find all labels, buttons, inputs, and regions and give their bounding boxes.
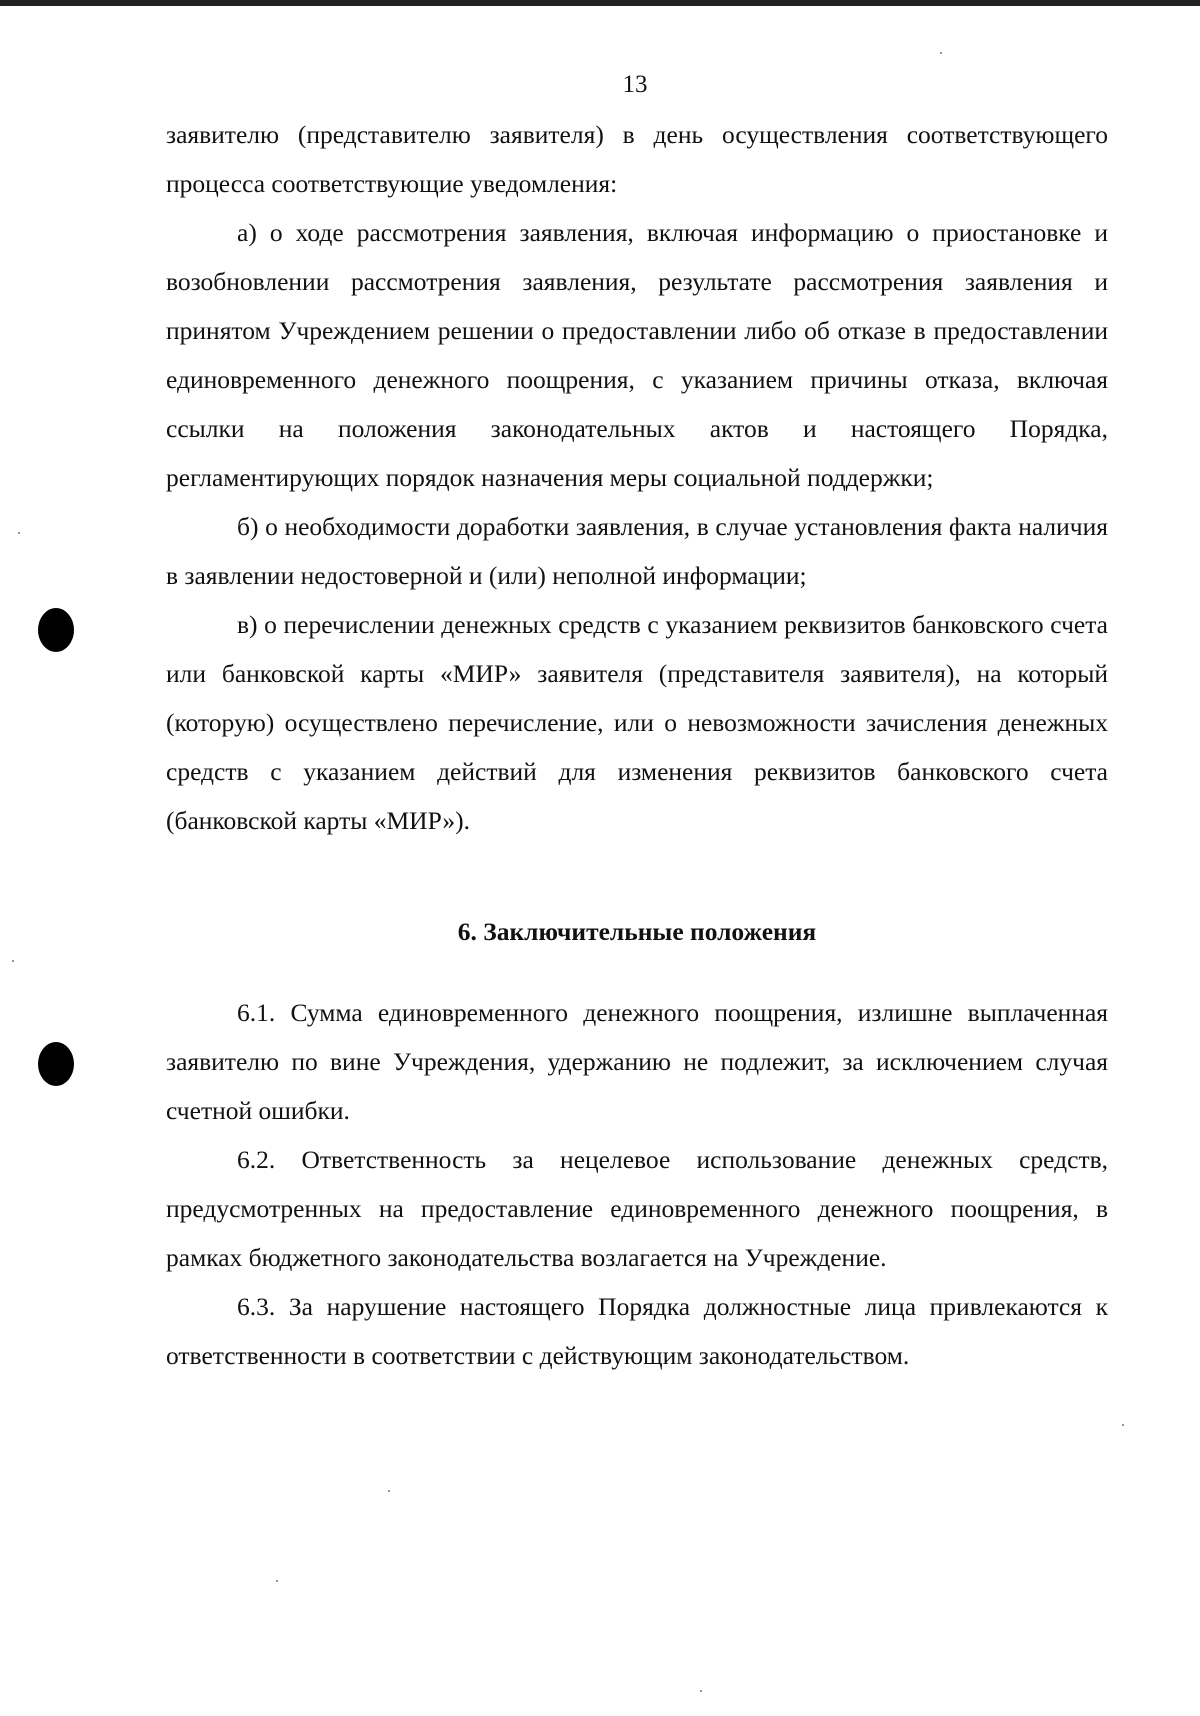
body-paragraph: б) о необходимости доработки заявления, в случае установления факта наличия в заявлении недостоверной и (или) неполной информации; bbox=[166, 512, 1108, 590]
scan-top-edge bbox=[0, 0, 1200, 6]
scan-speck bbox=[18, 532, 20, 534]
scan-speck bbox=[700, 1690, 702, 1692]
body-paragraph: 6.2. Ответственность за нецелевое использование денежных средств, предусмотренных на предоставление единовременного денежного поощрения, в рамках бюджетного законодательства возлагается на Учреждение. bbox=[166, 1145, 1108, 1272]
scan-speck bbox=[940, 52, 942, 54]
scan-speck bbox=[276, 1580, 278, 1582]
section-heading: 6. Заключительные положения bbox=[457, 917, 817, 946]
body-paragraph: заявителю (представителю заявителя) в день осуществления соответствующего процесса соответствующие уведомления: bbox=[166, 120, 1108, 198]
document-body bbox=[166, 110, 1108, 1380]
scan-speck bbox=[1122, 1424, 1124, 1426]
punch-hole-mark bbox=[38, 608, 74, 652]
scan-speck bbox=[388, 1490, 390, 1492]
scan-speck bbox=[12, 960, 14, 962]
page-number: 13 bbox=[622, 71, 648, 98]
body-paragraph: 6.3. За нарушение настоящего Порядка должностные лица привлекаются к ответственности в соответствии с действующим законодательством. bbox=[166, 1292, 1108, 1370]
punch-hole-mark bbox=[38, 1042, 74, 1086]
body-paragraph: 6.1. Сумма единовременного денежного поощрения, излишне выплаченная заявителю по вине Учреждения, удержанию не подлежит, за исключением случая счетной ошибки. bbox=[166, 998, 1108, 1125]
body-paragraph: в) о перечислении денежных средств с указанием реквизитов банковского счета или банковской карты «МИР» заявителя (представителя заявителя), на который (которую) осуществлено перечисление, или о невозможности зачисления денежных средств с указанием действий для изменения реквизитов банковского счета (банковской карты «МИР»). bbox=[166, 610, 1108, 835]
body-paragraph: а) о ходе рассмотрения заявления, включая информацию о приостановке и возобновлении рассмотрения заявления, результате рассмотрения заявления и принятом Учреждением решении о предоставлении либо об отказе в предоставлении единовременного денежного поощрения, с указанием причины отказа, включая ссылки на положения законодательных актов и настоящего Порядка, регламентирующих порядок назначения меры социальной поддержки; bbox=[166, 218, 1108, 492]
